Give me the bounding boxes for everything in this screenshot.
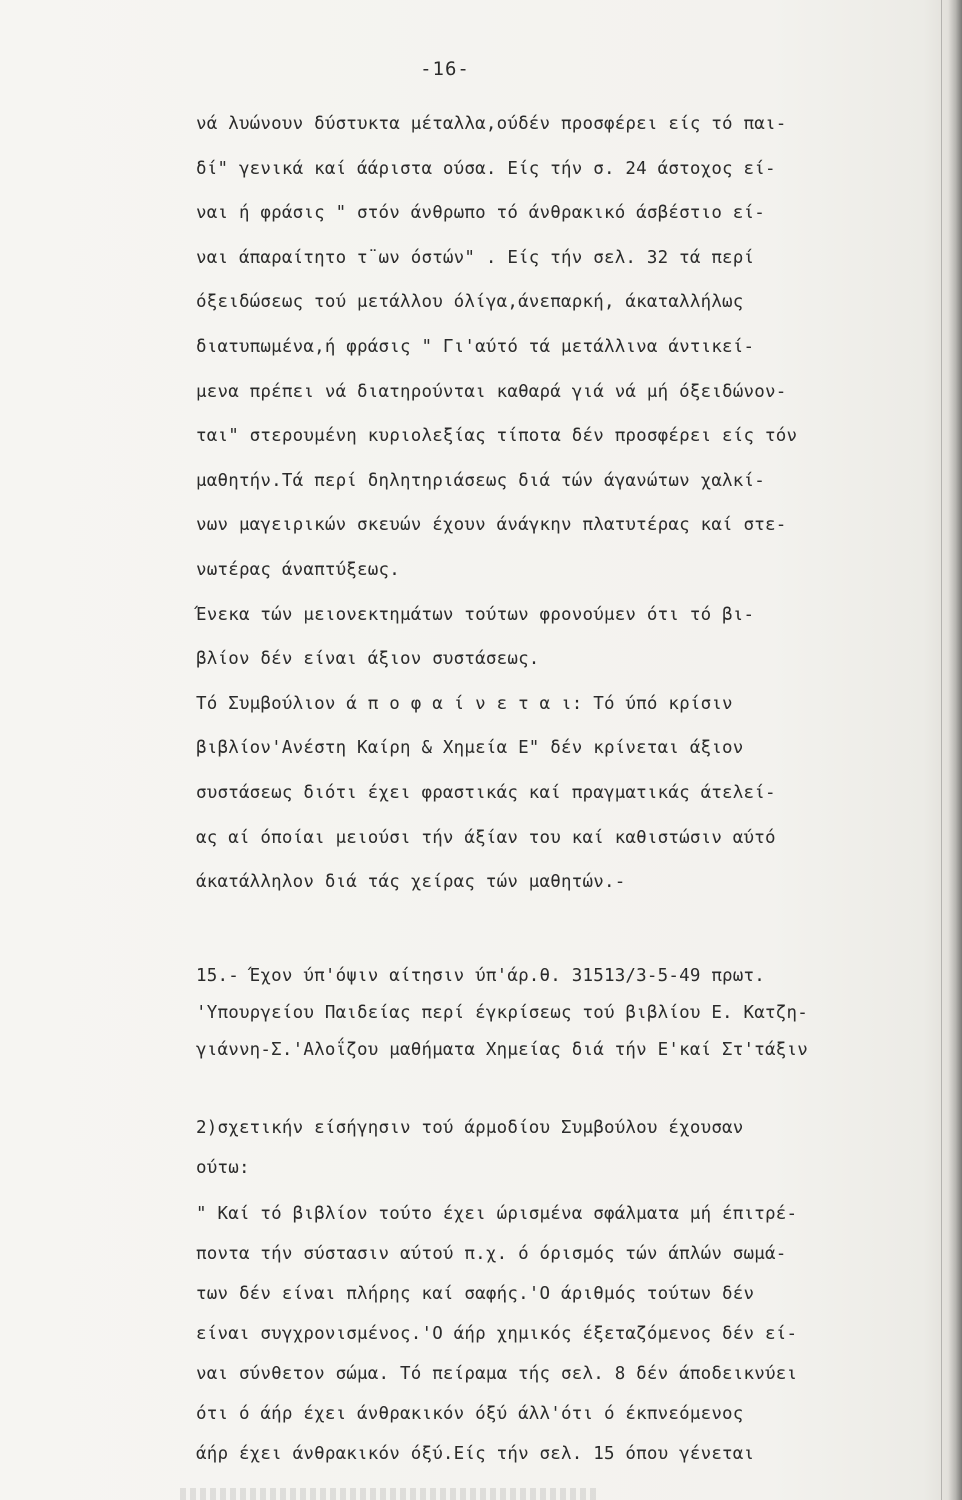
page-edge-shadow: [948, 0, 962, 1500]
text-line: 2)σχετικήν είσήγησιν τού άρμοδίου Συμβούλου έχουσαν: [196, 1118, 744, 1138]
text-line: ναι άπαραίτητο τ¨ων όστών" . Είς τήν σελ. 32 τά περί: [196, 247, 755, 268]
text-line: νά λυώνουν δύστυκτα μέταλλα,ούδέν προσφέρει είς τό παι-: [196, 114, 787, 134]
text-line: 'Υπουργείου Παιδείας περί έγκρίσεως τού βιβλίου Ε. Κατζη-: [196, 1003, 808, 1023]
text-line: άήρ έχει άνθρακικόν όξύ.Είς τήν σελ. 15 όπου γένεται: [196, 1444, 755, 1464]
text-line: διατυπωμένα,ή φράσις " Γι'αύτό τά μετάλλινα άντικεί-: [196, 336, 755, 357]
text-line: μενα πρέπει νά διατηρούνται καθαρά γιά νά μή όξειδώνον-: [196, 381, 787, 402]
text-line: Ένεκα τών μειονεκτημάτων τούτων φρονούμεν ότι τό βι-: [196, 604, 755, 625]
text-line: νων μαγειρικών σκευών έχουν άνάγκην πλατυτέρας καί στε-: [196, 515, 787, 536]
paragraph-quoted-review: [196, 1194, 932, 1474]
page-edge-line: [941, 0, 942, 1500]
text-line: συστάσεως διότι έχει φραστικάς καί πραγματικάς άτελεί-: [196, 782, 776, 803]
text-line: ότι ό άήρ έχει άνθρακικόν όξύ άλλ'ότι ό έκπνεόμενος: [196, 1404, 744, 1424]
text-line: βλίον δέν είναι άξιον συστάσεως.: [196, 649, 540, 670]
text-line: νωτέρας άναπτύξεως.: [196, 559, 400, 580]
text-line: Τό Συμβούλιον ά π ο φ α ί ν ε τ α ι: Τό ύπό κρίσιν: [196, 693, 733, 714]
text-line: δί" γενικά καί άάριστα ούσα. Είς τήν σ. 24 άστοχος εί-: [196, 158, 776, 179]
text-line: άκατάλληλον διά τάς χείρας τών μαθητών.-: [196, 872, 626, 893]
paragraph-item-2: [196, 1108, 932, 1188]
text-line: των δέν είναι πλήρης καί σαφής.'Ο άριθμός τούτων δέν: [196, 1284, 755, 1304]
text-line: όξειδώσεως τού μετάλλου όλίγα,άνεπαρκή, άκαταλλήλως: [196, 292, 744, 313]
paragraph-book-review: [196, 102, 932, 905]
text-line: 15.- Έχον ύπ'όψιν αίτησιν ύπ'άρ.θ. 31513/3-5-49 πρωτ.: [196, 966, 766, 986]
text-line: βιβλίον'Ανέστη Καίρη & Χημεία Ε" δέν κρίνεται άξιον: [196, 738, 744, 759]
text-line: ούτω:: [196, 1158, 250, 1178]
text-line: " Καί τό βιβλίον τούτο έχει ώρισμένα σφάλματα μή έπιτρέ-: [196, 1204, 798, 1224]
text-line: ποντα τήν σύστασιν αύτού π.χ. ό όρισμός τών άπλών σωμά-: [196, 1244, 787, 1264]
text-line: γιάννη-Σ.'Αλοΐζου μαθήματα Χημείας διά τήν Ε'καί Στ'τάξιν: [196, 1040, 808, 1060]
paragraph-item-15: [196, 958, 932, 1069]
bleed-through-text: [180, 1488, 600, 1500]
text-line: ται" στερουμένη κυριολεξίας τίποτα δέν προσφέρει είς τόν: [196, 426, 798, 447]
text-line: μαθητήν.Τά περί δηλητηριάσεως διά τών άγανώτων χαλκί-: [196, 470, 766, 491]
text-line: ας αί όποίαι μειούσι τήν άξίαν του καί καθιστώσιν αύτό: [196, 827, 776, 848]
text-line: ναι σύνθετον σώμα. Τό πείραμα τής σελ. 8 δέν άποδεικνύει: [196, 1364, 798, 1384]
page-number: -16-: [420, 58, 470, 80]
text-line: είναι συγχρονισμένος.'Ο άήρ χημικός έξεταζόμενος δέν εί-: [196, 1324, 798, 1344]
text-line: ναι ή φράσις " στόν άνθρωπο τό άνθρακικό άσβέστιο εί-: [196, 203, 766, 224]
